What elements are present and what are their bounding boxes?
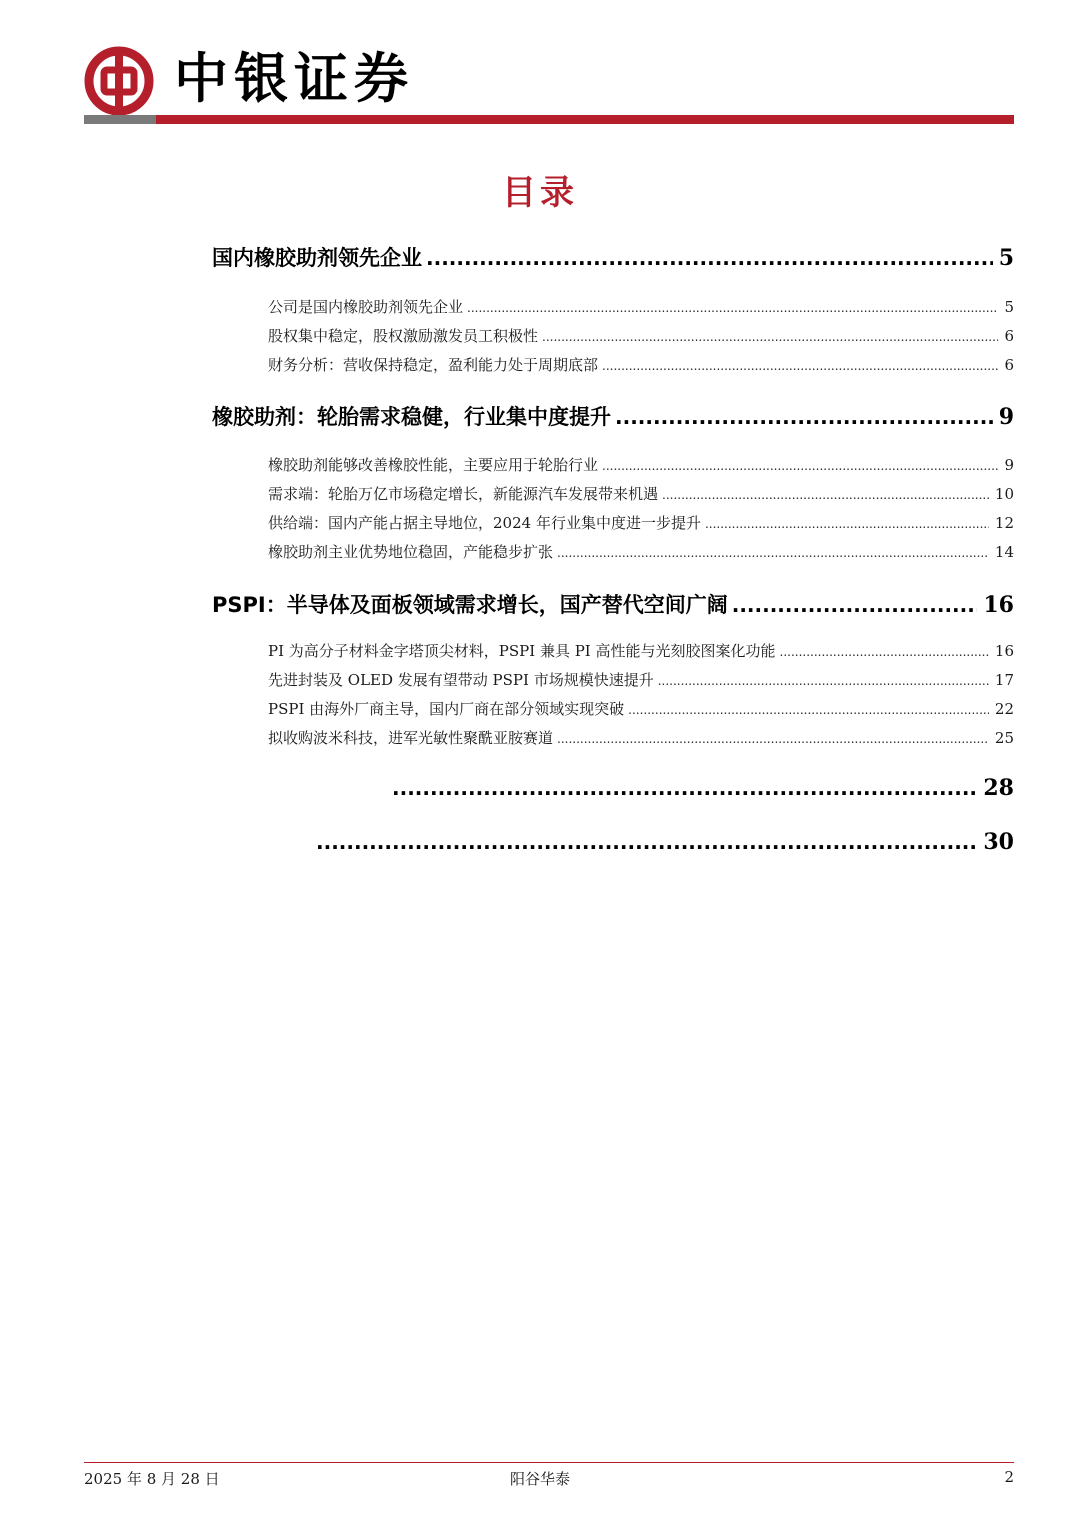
toc-page-number: 6 xyxy=(1004,356,1014,374)
toc-page-number: 17 xyxy=(994,671,1014,689)
toc-item-label: 公司是国内橡胶助剂领先企业 xyxy=(268,298,464,316)
toc-leader-dots xyxy=(557,732,989,746)
toc-item[interactable] xyxy=(268,354,1014,375)
toc-leader-dots xyxy=(542,330,998,344)
toc-item-label: 股权集中稳定，股权激励激发员工积极性 xyxy=(268,327,539,345)
toc-section-1[interactable] xyxy=(212,242,1014,272)
toc-item-label: PI 为高分子材料金字塔顶尖材料，PSPI 兼具 PI 高性能与光刻胶图案化功能 xyxy=(268,642,776,660)
toc-item[interactable] xyxy=(268,698,1014,719)
toc-title: 目录 xyxy=(502,173,578,213)
toc-leader-dots xyxy=(662,488,989,502)
toc-item[interactable] xyxy=(268,669,1014,690)
toc-leader-dots xyxy=(615,405,993,429)
header-divider xyxy=(84,115,1014,124)
toc-item[interactable] xyxy=(268,296,1014,317)
toc-section-4[interactable] xyxy=(388,775,1014,801)
toc-item-label: 先进封装及 OLED 发展有望带动 PSPI 市场规模快速提升 xyxy=(268,671,654,689)
toc-item-label: 橡胶助剂主业优势地位稳固，产能稳步扩张 xyxy=(268,543,554,561)
toc-section-3[interactable] xyxy=(212,589,1014,619)
toc-page-number: 28 xyxy=(983,775,1014,801)
toc-item-label: 需求端：轮胎万亿市场稳定增长，新能源汽车发展带来机遇 xyxy=(268,485,659,503)
toc-section-2[interactable] xyxy=(212,401,1014,431)
toc-page-number: 6 xyxy=(1004,327,1014,345)
bank-of-china-logo-icon xyxy=(84,46,154,116)
toc-leader-dots xyxy=(602,459,998,473)
header-divider-accent xyxy=(84,115,156,124)
toc-item[interactable] xyxy=(268,325,1014,346)
toc-item[interactable] xyxy=(268,512,1014,533)
toc-leader-dots xyxy=(602,359,998,373)
toc-leader-dots xyxy=(658,674,989,688)
toc-section-label: 国内橡胶助剂领先企业 xyxy=(212,246,422,270)
toc-page-number: 22 xyxy=(994,700,1014,718)
toc-leader-dots xyxy=(467,301,998,315)
toc-leader-dots xyxy=(628,703,989,717)
toc-item[interactable] xyxy=(268,454,1014,475)
toc-leader-dots xyxy=(732,593,978,617)
toc-leader-dots xyxy=(557,546,989,560)
brand-name: 中银证券 xyxy=(174,47,414,110)
toc-item-label: PSPI 由海外厂商主导，国内厂商在部分领域实现突破 xyxy=(268,700,625,718)
footer-company: 阳谷华泰 xyxy=(509,1470,570,1488)
toc-section-5[interactable] xyxy=(312,829,1014,855)
toc-leader-dots xyxy=(316,830,977,854)
toc-page-number: 30 xyxy=(983,829,1014,855)
toc-item-label: 供给端：国内产能占据主导地位，2024 年行业集中度进一步提升 xyxy=(268,514,701,532)
toc-page-number: 5 xyxy=(1004,298,1014,316)
toc-leader-dots xyxy=(426,246,993,270)
toc-page-number: 5 xyxy=(998,245,1014,271)
toc-page-number: 14 xyxy=(994,543,1014,561)
toc-section-label: PSPI：半导体及面板领域需求增长，国产替代空间广阔 xyxy=(212,593,728,617)
toc-item[interactable] xyxy=(268,541,1014,562)
toc-leader-dots xyxy=(392,776,977,800)
toc-page-number: 16 xyxy=(983,592,1014,618)
toc-page-number: 10 xyxy=(994,485,1014,503)
toc-item[interactable] xyxy=(268,483,1014,504)
footer-divider xyxy=(84,1462,1014,1463)
toc-item[interactable] xyxy=(268,727,1014,748)
toc-item[interactable] xyxy=(268,640,1014,661)
toc-item-label: 拟收购波米科技，进军光敏性聚酰亚胺赛道 xyxy=(268,729,554,747)
toc-page-number: 9 xyxy=(998,404,1014,430)
toc-leader-dots xyxy=(705,517,989,531)
footer-page-number: 2 xyxy=(1004,1468,1014,1486)
toc-item-label: 橡胶助剂能够改善橡胶性能，主要应用于轮胎行业 xyxy=(268,456,599,474)
toc-page-number: 25 xyxy=(994,729,1014,747)
toc-section-label: 橡胶助剂：轮胎需求稳健，行业集中度提升 xyxy=(212,405,611,429)
footer-date: 2025 年 8 月 28 日 xyxy=(84,1470,220,1488)
toc-page-number: 9 xyxy=(1004,456,1014,474)
toc-item-label: 财务分析：营收保持稳定，盈利能力处于周期底部 xyxy=(268,356,599,374)
toc-page-number: 12 xyxy=(994,514,1014,532)
toc-page-number: 16 xyxy=(994,642,1014,660)
toc-leader-dots xyxy=(780,645,989,659)
